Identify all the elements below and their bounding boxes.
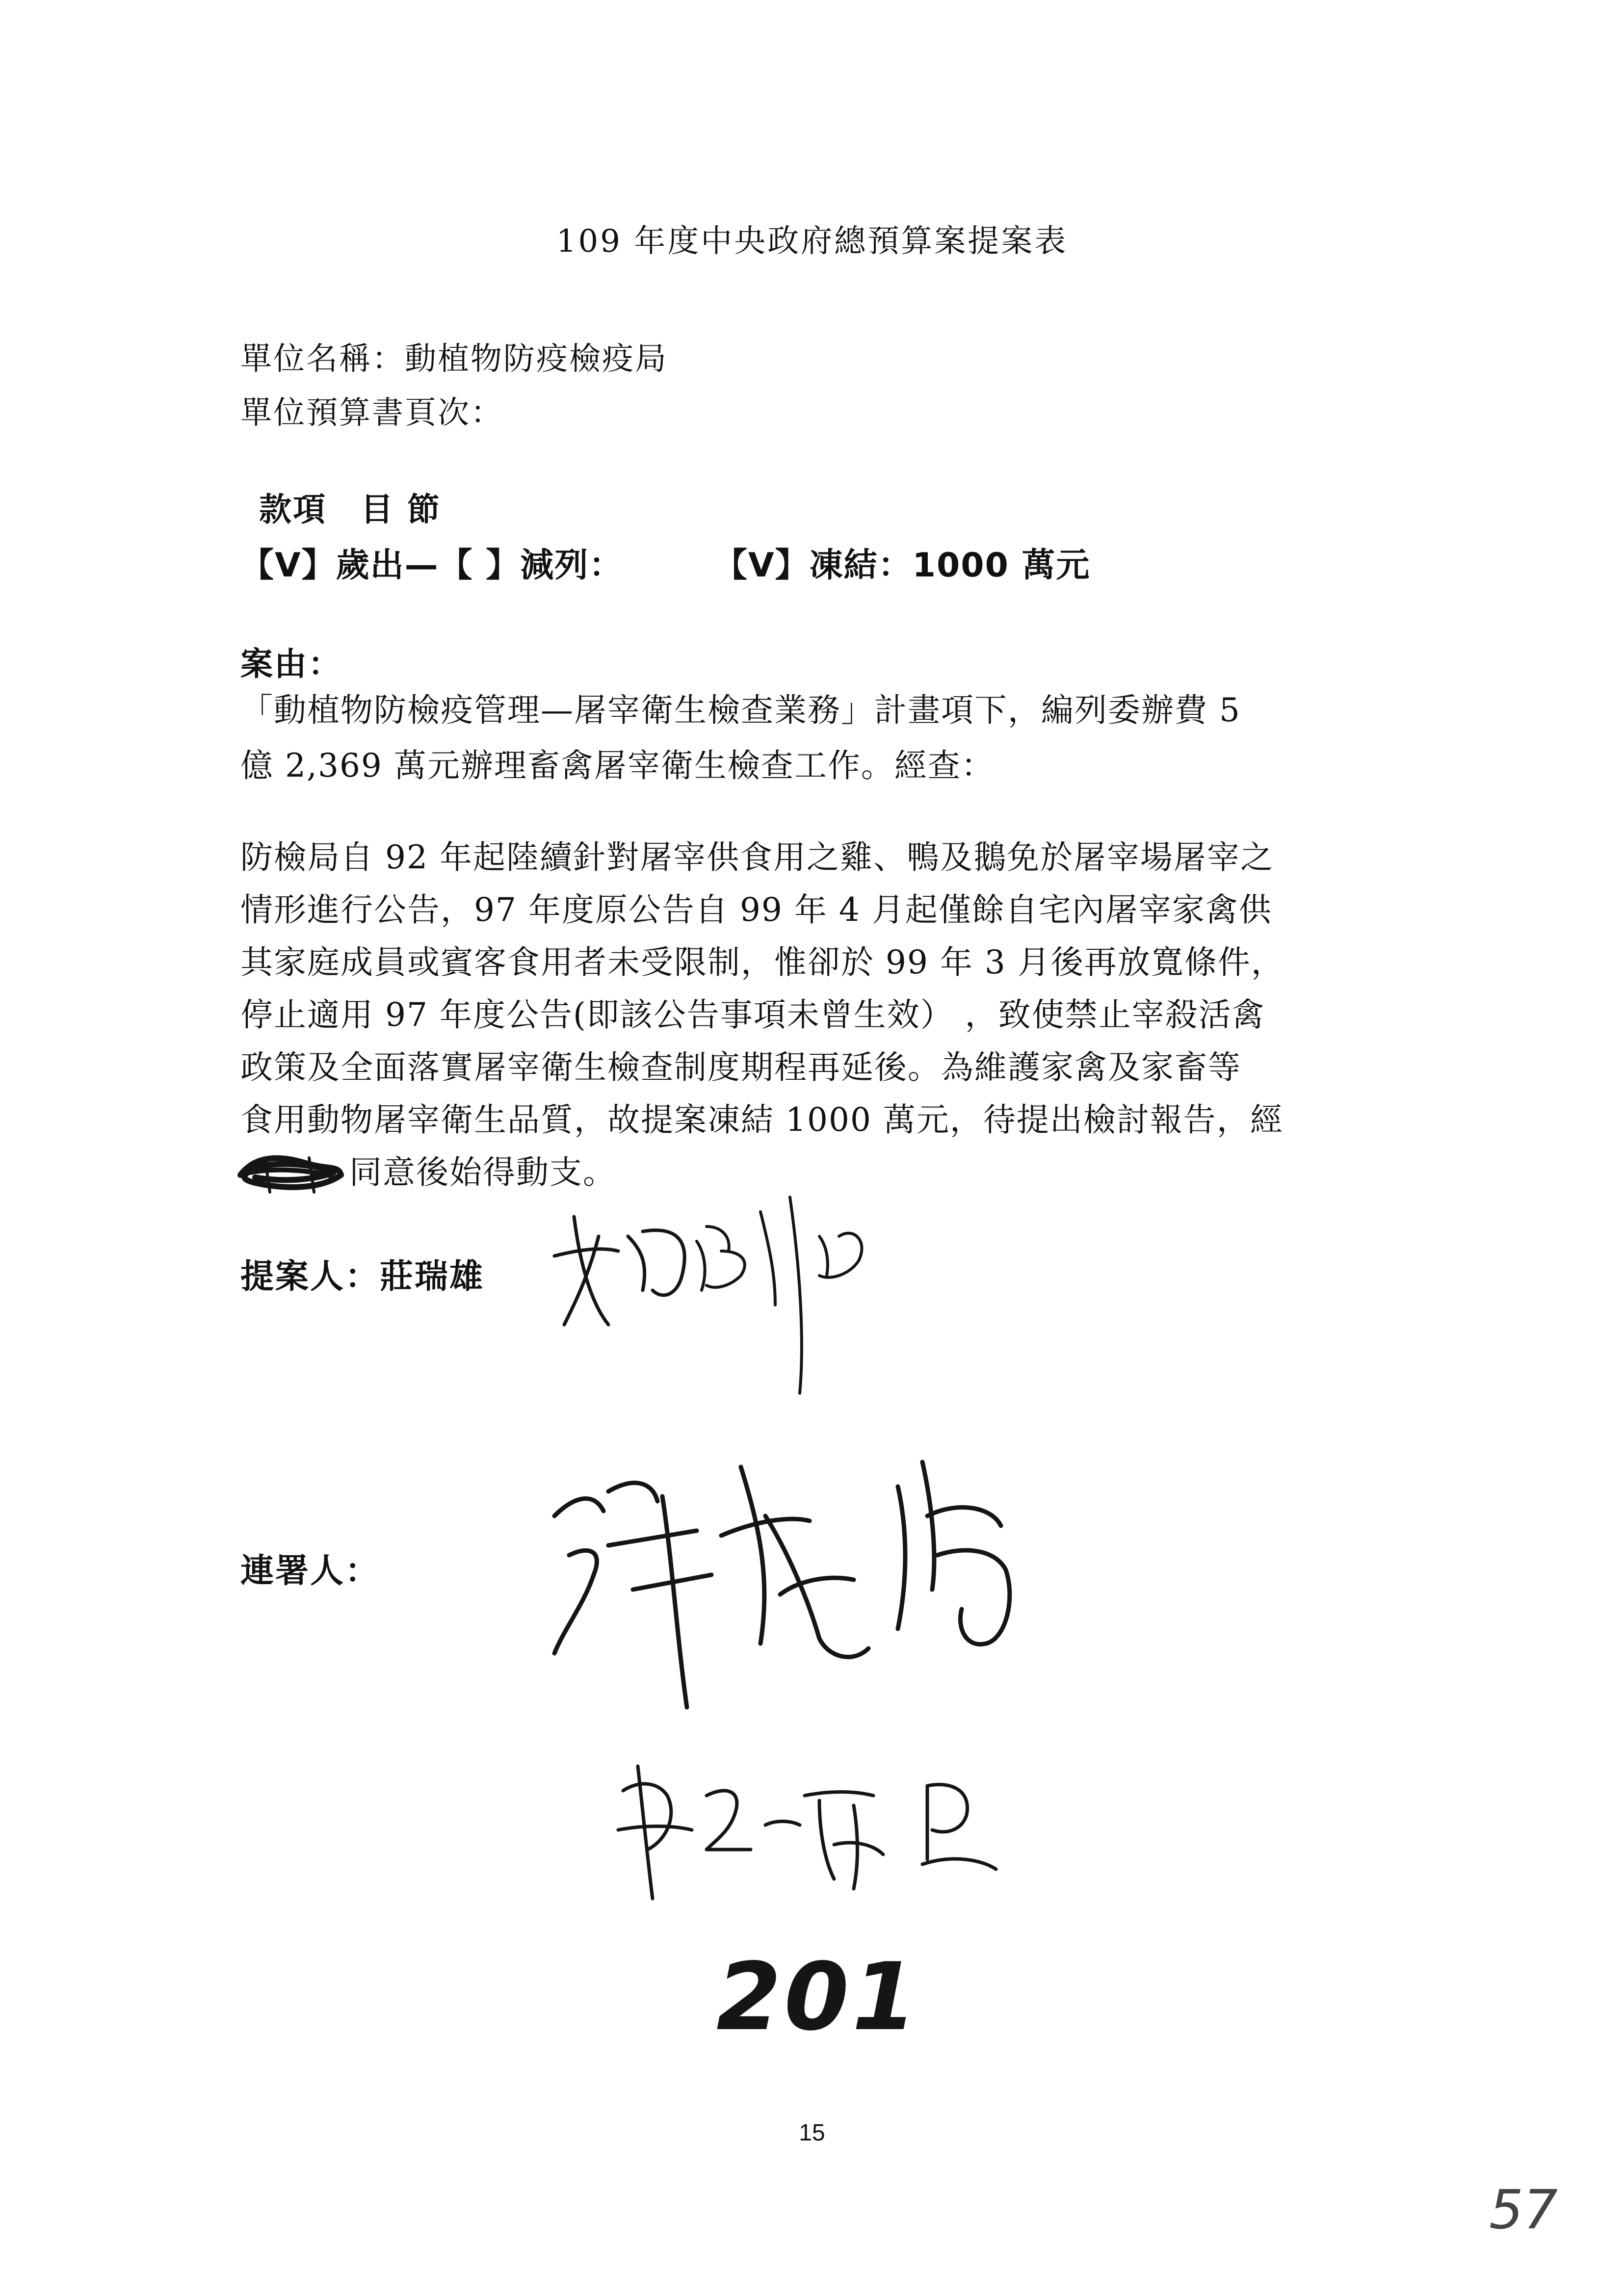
cosigner-label: 連署人： — [240, 1552, 380, 1591]
budget-page-field: 單位預算書頁次： — [240, 395, 503, 431]
proposer: 提案人：莊瑞雄 — [240, 1257, 485, 1296]
detail-line-5: 政策及全面落實屠宰衛生檢查制度期程再延後。為維護家禽及家畜等 — [240, 1048, 1241, 1086]
detail-line-7: 同意後始得動支。 — [349, 1153, 616, 1191]
reason-line-2: 億 2,369 萬元辦理畜禽屠宰衛生檢查工作。經查： — [240, 747, 995, 784]
page-number: 15 — [799, 2120, 825, 2146]
cosigner-signature-1 — [535, 1433, 1104, 1751]
reason-label: 案由： — [240, 645, 342, 683]
cosigner-signature-2 — [608, 1751, 1050, 1913]
section-heading: 款項 目 節 — [259, 491, 441, 528]
unit-name: 單位名稱：動植物防疫檢疫局 — [240, 341, 668, 377]
handwritten-number: 201 — [716, 1943, 920, 2051]
detail-line-3: 其家庭成員或賓客食用者未受限制，惟卻於 99 年 3 月後再放寬條件， — [240, 943, 1284, 981]
freeze-option: 【V】凍結：1000 萬元 — [714, 546, 1091, 585]
detail-line-1: 防檢局自 92 年起陸續針對屠宰供食用之雞、鴨及鵝免於屠宰場屠宰之 — [240, 838, 1274, 876]
detail-line-4: 停止適用 97 年度公告(即該公告事項未曾生效） ，致使禁止宰殺活禽 — [240, 996, 1265, 1034]
detail-line-6: 食用動物屠宰衛生品質，故提案凍結 1000 萬元，待提出檢討報告，經 — [240, 1101, 1283, 1139]
corner-mark: 57 — [1489, 2178, 1558, 2241]
expenditure-option: 【V】歲出—【 】減列： — [240, 546, 624, 585]
proposer-signature — [545, 1177, 957, 1403]
redaction-scribble — [236, 1146, 348, 1200]
reason-line-1: 「動植物防檢疫管理—屠宰衛生檢查業務」計畫項下，編列委辦費 5 — [240, 691, 1241, 729]
detail-line-2: 情形進行公告，97 年度原公告自 99 年 4 月起僅餘自宅內屠宰家禽供 — [240, 891, 1272, 929]
document-title: 109 年度中央政府總預算案提案表 — [556, 223, 1068, 260]
